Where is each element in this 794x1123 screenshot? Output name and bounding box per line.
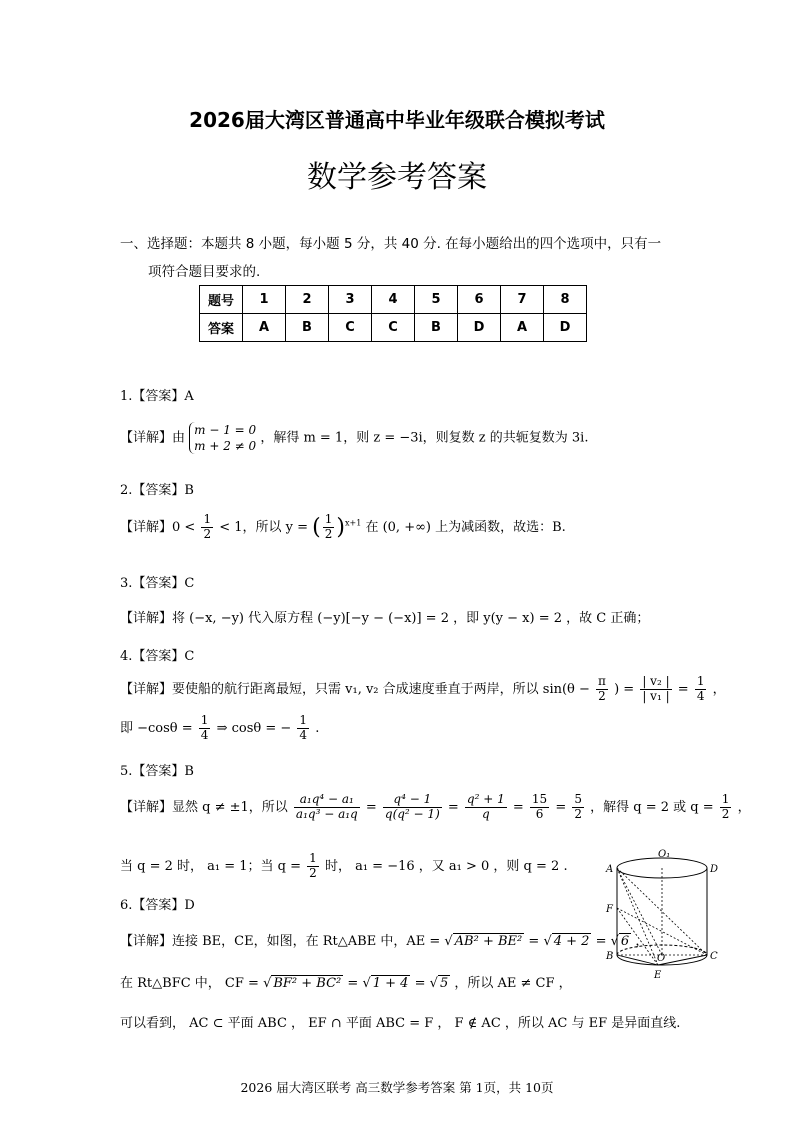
q5-detail-tail: ， (737, 799, 751, 815)
q6-sqrt-sign-4: √ (263, 976, 272, 991)
q6-line2-prefix: 在 Rt△BFC 中， CF = (120, 976, 259, 991)
exam-title: 2026届大湾区普通高中毕业年级联合模拟考试 (189, 108, 605, 132)
line-ae (617, 868, 658, 965)
q4-line2-fraction2 (297, 714, 309, 743)
q4-detail-prefix: 【详解】要使船的航行距离最短，只需 v₁, v₂ 合成速度垂直于两岸，所以 sin(θ − (120, 681, 590, 697)
q4-line2-tail: . (315, 720, 320, 736)
q1-detail (120, 422, 588, 454)
q5-line2-half (307, 852, 319, 881)
q5-fraction2 (383, 793, 442, 822)
q4-quarter-fraction (695, 675, 707, 704)
q5-f3-den: q (481, 806, 490, 821)
q6-detail-line3: 可以看到， AC ⊂ 平面 ABC ， EF ∩ 平面 ABC = F ， F ∉ AC ，所以 AC 与 EF 是异面直线. (120, 1016, 681, 1031)
q2-half-num: 1 (203, 512, 212, 526)
q6-sqrt-sign-5: √ (362, 976, 371, 991)
q6-sqrt-sign-1: √ (444, 934, 453, 949)
table-cell: 8 (544, 286, 587, 314)
row-label-answer: 答案 (200, 314, 243, 342)
q6-sqrt-bf-bc: BF² + BC² (273, 976, 342, 991)
section1-line2: 项符合题目要求的. (148, 264, 261, 280)
q5-detail-line1: 【详解】显然 q ≠ ±1，所以 $\frac{\text{a₁q⁴ − a₁}}{\text{a₁q³ − a₁q}}$ = $\frac{\text{q⁴ − 1}}{\text{q(q² − 1)}}$ = $\frac{\text{q² + 1}}{q}$ = $\frac{15}{6}$ = $\frac{5}{2}$ ，解得 q = 2 或 q = $\frac{1}{2}$ ， (120, 792, 751, 821)
q5-f2-den: q(q² − 1) (384, 806, 440, 821)
q3-detail: 【详解】将 (−x, −y) 代入原方程 (−y)[−y − (−x)] = 2 ，即 y(y − x) = 2 ，故 C 正确； (120, 611, 650, 626)
q5-half-num: 1 (721, 792, 730, 806)
q6-sqrt-4-2: 4 + 2 (553, 934, 590, 949)
label-o1: O₁ (658, 849, 671, 860)
q4-v2: | v₂ | (642, 674, 670, 688)
row-label-number: 题号 (200, 286, 243, 314)
q4-velocity-ratio (640, 675, 671, 704)
q1-equation-system (189, 422, 256, 454)
q5-answer-heading: 5.【答案】B (120, 764, 194, 779)
q4-detail-mid: ) = (614, 681, 635, 697)
q5-detail-prefix: 【详解】显然 q ≠ ±1，所以 (120, 799, 288, 815)
q5-half-fraction (720, 793, 732, 822)
q6-sqrt-1-4: 1 + 4 (372, 976, 409, 991)
q6-line1-tail: ， (635, 934, 649, 949)
q4-line2-prefix: 即 −cosθ = (120, 720, 193, 736)
q1-detail-suffix: ，解得 m = 1，则 z = −3i，则复数 z 的共轭复数为 3i. (260, 430, 589, 446)
q5-f4-den: 6 (535, 806, 544, 821)
table-cell: C (372, 314, 415, 342)
q6-sqrt-sign-6: √ (429, 976, 438, 991)
q5-f5-den: 2 (574, 806, 582, 821)
q4-two: 2 (598, 688, 606, 703)
q4-detail-line1 (120, 675, 726, 704)
q5-half-den: 2 (721, 806, 730, 821)
q1-system-line1: m − 1 = 0 (194, 423, 257, 437)
q6-sqrt-ab-be: AB² + BE² (454, 934, 523, 949)
q6-line1-prefix: 【详解】连接 BE，CE，如图，在 Rt△ABE 中，AE = (120, 934, 441, 949)
q5-fraction1 (294, 793, 360, 822)
table-cell: B (286, 314, 329, 342)
q2-detail-suffix: 在 (0, +∞) 上为减函数，故选：B. (365, 519, 566, 535)
q4-one: 1 (696, 674, 705, 688)
q5-line2-a: 当 q = 2 时， a₁ = 1；当 q = (120, 858, 302, 874)
q2-answer-heading: 2.【答案】B (120, 483, 194, 498)
q2-detail-mid: < 1，所以 y = (219, 519, 309, 535)
table-cell: C (329, 314, 372, 342)
q5-detail-suffix: ，解得 q = 2 或 q = (590, 799, 714, 815)
q6-line2-tail: ，所以 AE ≠ CF ， (454, 976, 572, 991)
table-cell: 3 (329, 286, 372, 314)
q5-f4-num: 15 (531, 792, 548, 806)
q5-f2-num: q⁴ − 1 (383, 793, 442, 808)
q4-line2-one-b: 1 (299, 713, 308, 727)
table-cell: 7 (501, 286, 544, 314)
q2-detail-prefix: 【详解】0 < (120, 519, 196, 535)
q2-detail (120, 513, 566, 542)
q6-sqrt-sign-3: √ (610, 934, 619, 949)
table-cell: B (415, 314, 458, 342)
q4-line2-mid: ⇒ cosθ = − (216, 720, 292, 736)
q1-detail-prefix: 【详解】由 (120, 430, 186, 446)
table-cell: 4 (372, 286, 415, 314)
q5-line2-b: 时， a₁ = −16 ，又 a₁ > 0 ，则 q = 2 . (324, 858, 568, 874)
q6-sqrt-6: 6 (620, 934, 630, 949)
q5-f1-den: a₁q³ − a₁q (295, 806, 358, 821)
q4-pi: π (598, 674, 606, 688)
q4-line2-four-b: 4 (299, 727, 308, 742)
q5-fraction5 (572, 793, 584, 822)
label-f: F (606, 904, 613, 915)
q2-base-den: 2 (324, 526, 333, 541)
q4-line2-four: 4 (200, 727, 209, 742)
q6-detail-line2 (120, 972, 572, 991)
q5-fraction3 (465, 793, 507, 822)
table-row-answers (200, 314, 587, 342)
q5-f3-num: q² + 1 (466, 792, 505, 806)
cylinder-figure (600, 848, 725, 988)
q1-system-line2: m + 2 ≠ 0 (194, 439, 257, 454)
label-o: O (657, 953, 666, 964)
line-ao (617, 868, 662, 955)
label-c: C (710, 951, 718, 962)
table-cell: 6 (458, 286, 501, 314)
q4-detail-line2 (120, 714, 319, 743)
q4-equals: = (677, 681, 689, 697)
q2-half-den: 2 (203, 526, 212, 541)
q2-half-fraction (201, 513, 213, 542)
q4-tail: ， (712, 681, 726, 697)
section1-line1: 一、选择题：本题共 8 小题，每小题 5 分，共 40 分. 在每小题给出的四个选项中，只有一 (120, 236, 662, 252)
q6-line2-equals-1: = (347, 976, 359, 991)
q1-answer-heading: 1.【答案】A (120, 389, 194, 404)
q4-v1: | v₁ | (642, 688, 670, 703)
table-cell: A (243, 314, 286, 342)
q2-close-paren: ) (336, 514, 345, 540)
q4-line2-one: 1 (200, 713, 209, 727)
table-cell: D (458, 314, 501, 342)
label-b: B (606, 951, 614, 962)
page-footer: 2026 届大湾区联考 高三数学参考答案 第 1页，共 10页 (240, 1080, 554, 1095)
label-d: D (710, 864, 719, 875)
q6-answer-heading: 6.【答案】D (120, 898, 195, 913)
table-cell: A (501, 314, 544, 342)
table-cell: 2 (286, 286, 329, 314)
q5-f1-num: a₁q⁴ − a₁ (294, 793, 360, 808)
q6-detail-line1 (120, 930, 648, 949)
q2-base-num: 1 (324, 512, 333, 526)
label-a: A (606, 864, 614, 875)
q4-line2-fraction1 (199, 714, 211, 743)
doc-title: 数学参考答案 (307, 160, 487, 195)
q2-exponent: x+1 (345, 518, 362, 528)
q4-answer-heading: 4.【答案】C (120, 649, 195, 664)
q6-line1-equals-2: = (595, 934, 607, 949)
table-cell: D (544, 314, 587, 342)
table-row-numbers (200, 286, 587, 314)
q6-sqrt-sign-2: √ (543, 934, 552, 949)
q5-f5-num: 5 (574, 792, 582, 806)
q6-line2-equals-2: = (414, 976, 426, 991)
q4-four: 4 (696, 688, 705, 703)
q2-open-paren: ( (312, 514, 321, 540)
table-cell: 5 (415, 286, 458, 314)
label-e: E (654, 970, 662, 981)
q5-fraction4 (530, 793, 549, 822)
q6-line1-equals-1: = (528, 934, 540, 949)
q5-detail-line2 (120, 852, 568, 881)
q3-answer-heading: 3.【答案】C (120, 576, 195, 591)
answer-table (199, 285, 587, 342)
q6-sqrt-5: 5 (439, 976, 449, 991)
q4-pi-fraction (596, 675, 608, 704)
q2-base-fraction (323, 513, 335, 542)
q5-line2-half-num: 1 (309, 851, 317, 865)
q5-line2-half-den: 2 (309, 865, 317, 880)
table-cell: 1 (243, 286, 286, 314)
